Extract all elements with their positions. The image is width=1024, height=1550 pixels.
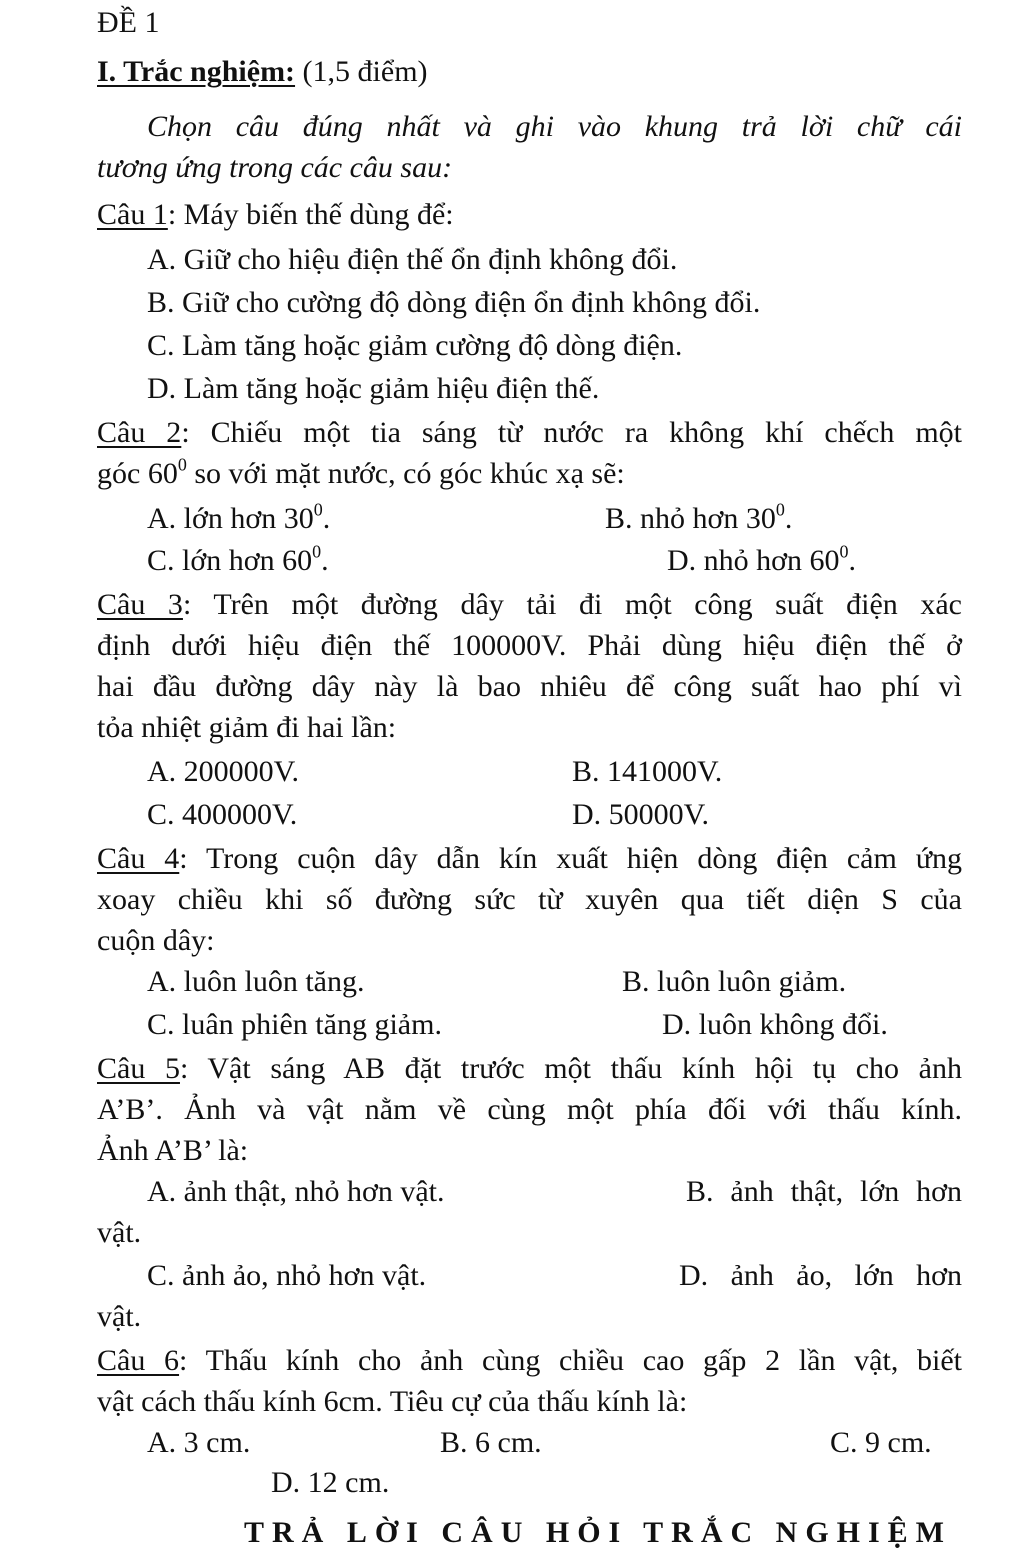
instruction-line-2: tương ứng trong các câu sau: — [97, 151, 453, 184]
question-6-stem-line-2: vật cách thấu kính 6cm. Tiêu cự của thấu kính là: — [97, 1385, 688, 1418]
question-2-label: Câu 2 — [97, 416, 182, 449]
question-4-stem-line-2: xoay chiều khi số đường sức từ xuyên qua tiết diện S của — [97, 883, 962, 916]
question-5-stem-line-2: A’B’. Ảnh và vật nằm về cùng một phía đối với thấu kính. — [97, 1093, 962, 1126]
question-3-stem: Câu 3: Trên một đường dây tải đi một công suất điện xác — [97, 588, 962, 621]
question-2-option-a: A. lớn hơn $30^0$. — [147, 499, 331, 535]
question-5-label: Câu 5 — [97, 1052, 180, 1085]
question-1-option-b: B. Giữ cho cường độ dòng điện ổn định không đổi. — [147, 286, 761, 319]
question-5-option-b: B. ảnh thật, lớn hơn — [686, 1175, 962, 1208]
question-3-stem-line-2: định dưới hiệu điện thế 100000V. Phải dùng hiệu điện thế ở — [97, 629, 962, 662]
question-2-option-b: B. nhỏ hơn $30^0$. — [605, 499, 793, 535]
question-3-text: Trên một đường dây tải đi một công suất điện xác — [213, 588, 962, 621]
question-1-label: Câu 1 — [97, 198, 168, 231]
question-2-angle-degree: 0 — [177, 454, 187, 475]
question-6-stem: Câu 6: Thấu kính cho ảnh cùng chiều cao gấp 2 lần vật, biết — [97, 1344, 963, 1377]
question-4-label: Câu 4 — [97, 842, 180, 875]
question-6-option-b: B. 6 cm. — [440, 1426, 542, 1459]
question-4-option-b: B. luôn luôn giảm. — [622, 965, 847, 998]
question-3-option-c: C. 400000V. — [147, 798, 298, 831]
question-2-stem: Câu 2: Chiếu một tia sáng từ nước ra không khí chếch một — [97, 416, 962, 449]
question-1-stem: Câu 1: Máy biến thế dùng để: — [97, 198, 454, 231]
question-4-option-d: D. luôn không đổi. — [662, 1008, 888, 1041]
exam-number: ĐỀ 1 — [97, 6, 160, 39]
instruction-line-1: Chọn câu đúng nhất và ghi vào khung trả lời chữ cái — [147, 110, 962, 143]
question-1-option-a: A. Giữ cho hiệu điện thế ổn định không đổi. — [147, 243, 678, 276]
question-3-option-a: A. 200000V. — [147, 755, 299, 788]
question-5-stem: Câu 5: Vật sáng AB đặt trước một thấu kính hội tụ cho ảnh — [97, 1052, 963, 1085]
question-4-option-a: A. luôn luôn tăng. — [147, 965, 365, 998]
question-3-stem-line-4: tỏa nhiệt giảm đi hai lần: — [97, 711, 397, 744]
section-heading — [97, 57, 428, 87]
question-5-option-d: D. ảnh ảo, lớn hơn — [679, 1259, 962, 1292]
question-6-option-c: C. 9 cm. — [830, 1426, 932, 1459]
question-4-option-c: C. luân phiên tăng giảm. — [147, 1008, 442, 1041]
question-3-label: Câu 3 — [97, 588, 183, 621]
question-5-text: Vật sáng AB đặt trước một thấu kính hội tụ cho ảnh — [207, 1052, 963, 1085]
question-4-stem-line-3: cuộn dây: — [97, 924, 215, 957]
question-6-text: Thấu kính cho ảnh cùng chiều cao gấp 2 lần vật, biết — [205, 1344, 963, 1377]
question-2-option-d: D. nhỏ hơn $60^0$. — [667, 541, 857, 577]
question-6-option-a: A. 3 cm. — [147, 1426, 251, 1459]
question-6-label: Câu 6 — [97, 1344, 180, 1377]
question-2-option-c: C. lớn hơn $60^0$. — [147, 541, 329, 577]
question-4-stem: Câu 4: Trong cuộn dây dẫn kín xuất hiện dòng điện cảm ứng — [97, 842, 963, 875]
question-5-stem-line-3: Ảnh A’B’ là: — [97, 1134, 249, 1167]
section-title: I. Trắc nghiệm: — [97, 55, 296, 88]
question-1-text: Máy biến thế dùng để: — [183, 198, 454, 231]
question-1-option-d: D. Làm tăng hoặc giảm hiệu điện thế. — [147, 372, 600, 405]
question-5-option-c: C. ảnh ảo, nhỏ hơn vật. — [147, 1259, 427, 1292]
question-4-text: Trong cuộn dây dẫn kín xuất hiện dòng điện cảm ứng — [206, 842, 963, 875]
question-5-option-d-cont: vật. — [97, 1300, 142, 1333]
question-2-text: Chiếu một tia sáng từ nước ra không khí chếch một — [210, 416, 962, 449]
question-3-option-d: D. 50000V. — [572, 798, 709, 831]
question-5-option-a: A. ảnh thật, nhỏ hơn vật. — [147, 1175, 445, 1208]
question-2-stem-line-2 — [97, 454, 625, 490]
section-points: (1,5 điểm) — [302, 55, 428, 88]
question-2-text-end: so với mặt nước, có góc khúc xạ sẽ: — [194, 457, 625, 490]
question-2-angle: góc 60 — [97, 457, 178, 490]
question-6-option-d: D. 12 cm. — [271, 1466, 390, 1499]
question-5-option-b-cont: vật. — [97, 1216, 142, 1249]
question-3-option-b: B. 141000V. — [572, 755, 723, 788]
question-3-stem-line-3: hai đầu đường dây này là bao nhiêu để công suất hao phí vì — [97, 670, 962, 703]
answer-section-heading: TRẢ LỜI CÂU HỎI TRẮC NGHIỆM — [244, 1516, 952, 1549]
question-1-option-c: C. Làm tăng hoặc giảm cường độ dòng điện. — [147, 329, 683, 362]
